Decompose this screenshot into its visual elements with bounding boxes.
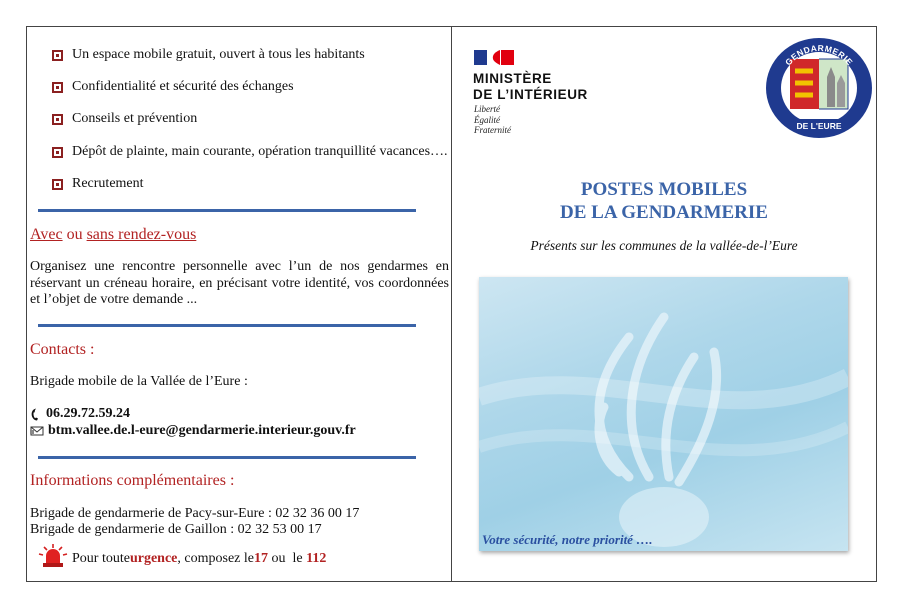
- square-bullet-icon: [52, 179, 63, 190]
- svg-text:DE L'EURE: DE L'EURE: [796, 121, 842, 131]
- brigade-mobile-label: Brigade mobile de la Vallée de l’Eure :: [30, 374, 248, 389]
- slogan: Votre sécurité, notre priorité ….: [482, 532, 653, 547]
- bullet-item: Un espace mobile gratuit, ouvert à tous les habitants: [52, 47, 365, 63]
- email-line: [30, 423, 356, 439]
- bullet-item: Conseils et prévention: [52, 111, 197, 127]
- square-bullet-icon: [52, 147, 63, 158]
- phone-line: 06.29.72.59.24: [30, 406, 130, 422]
- bullet-item: Confidentialité et sécurité des échanges: [52, 79, 294, 95]
- contacts-heading: Contacts :: [30, 341, 95, 358]
- phone-icon: [30, 408, 40, 421]
- brigade-gaillon: Brigade de gendarmerie de Gaillon : 02 32 53 00 17: [30, 522, 322, 537]
- grenade-flame-icon: [479, 277, 848, 551]
- infos-heading: Informations complémentaires :: [30, 472, 235, 489]
- mail-icon: [30, 425, 45, 437]
- square-bullet-icon: [52, 114, 63, 125]
- flame-emblem-image: [479, 277, 848, 551]
- section-separator: [38, 209, 416, 212]
- ministry-name: MINISTÈRE DE L’INTÉRIEUR: [473, 71, 588, 102]
- flyer-title: POSTES MOBILES DE LA GENDARMERIE: [560, 179, 768, 223]
- republic-motto: Liberté Égalité Fraternité: [474, 104, 511, 135]
- bullet-item: Dépôt de plainte, main courante, opération tranquillité vacances….: [52, 144, 448, 160]
- marianne-flag-logo: [474, 50, 514, 65]
- urgence-line: Pour toute urgence , composez le 17 ou le 112: [38, 550, 326, 568]
- section-separator: [38, 324, 416, 327]
- panel-divider: [451, 26, 452, 582]
- section-separator: [38, 456, 416, 459]
- rdv-text: Organisez une rencontre personnelle avec l’un de nos gendarmes en réservant un créneau horaire, en précisant votre identité, vos coordonnées et l’objet de votre demande ...: [30, 259, 449, 307]
- brigade-pacy: Brigade de gendarmerie de Pacy-sur-Eure : 02 32 36 00 17: [30, 506, 360, 521]
- rdv-heading: Avec ou sans rendez-vous: [30, 226, 197, 243]
- bullet-item: Recrutement: [52, 176, 144, 192]
- gendarmerie-eure-badge: [765, 37, 873, 139]
- svg-text:GENDARMERIE: GENDARMERIE: [783, 42, 855, 68]
- siren-icon: [38, 544, 68, 568]
- square-bullet-icon: [52, 82, 63, 93]
- email-link[interactable]: btm.vallee.de.l-eure@gendarmerie.interieur.gouv.fr: [48, 423, 356, 438]
- flyer-subtitle: Présents sur les communes de la vallée-de-l’Eure: [530, 238, 798, 253]
- square-bullet-icon: [52, 50, 63, 61]
- marianne-profile-icon: [487, 50, 500, 65]
